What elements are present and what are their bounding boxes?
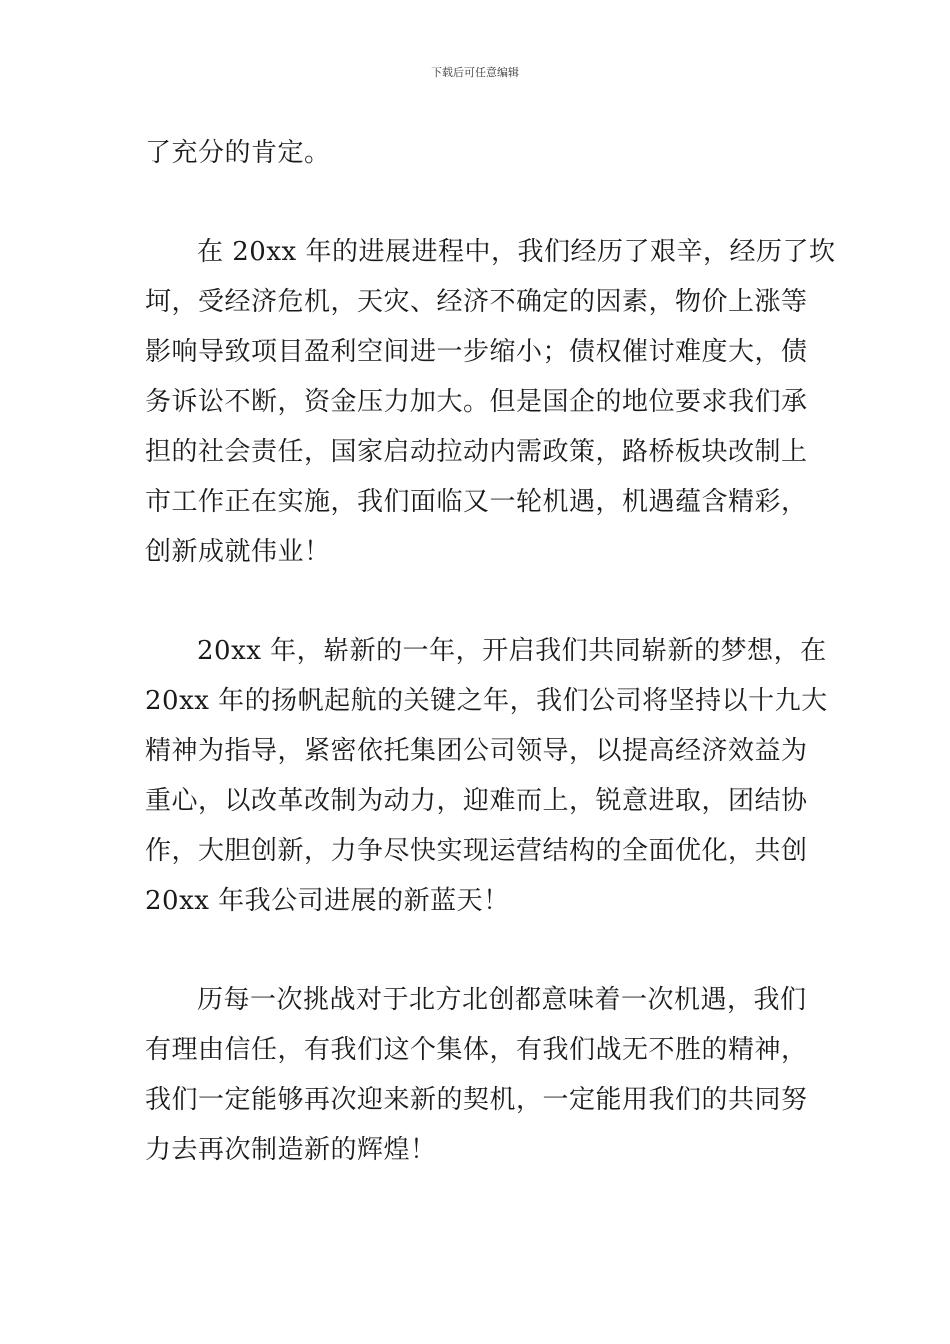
paragraph-4-line-1: 历每一次挑战对于北方北创都意味着一次机遇，我们 [197,985,807,1015]
paragraph-2 [145,227,836,577]
paragraph-3-line-2: 20xx 年的扬帆起航的关键之年，我们公司将坚持以十九大 [145,686,828,716]
paragraph-3-line-1: 20xx 年，崭新的一年，开启我们共同崭新的梦想，在 [197,636,827,666]
paragraph-2-line-3: 影响导致项目盈利空间进一步缩小；债权催讨难度大，债 [145,337,808,367]
paragraph-2-line-6: 市工作正在实施，我们面临又一轮机遇，机遇蕴含精彩， [145,487,808,517]
paragraph-3-line-5: 作，大胆创新，力争尽快实现运营结构的全面优化，共创 [145,836,808,866]
paragraph-1 [145,128,807,178]
paragraph-4 [145,975,807,1175]
page-header-note: 下载后可任意编辑 [431,66,519,79]
paragraph-4-line-3: 我们一定能够再次迎来新的契机，一定能用我们的共同努 [145,1085,808,1115]
paragraph-3-line-4: 重心，以改革改制为动力，迎难而上，锐意进取，团结协 [145,786,808,816]
paragraph-2-line-1: 在 20xx 年的进展进程中，我们经历了艰辛，经历了坎 [197,237,836,267]
paragraph-2-line-4: 务诉讼不断，资金压力加大。但是国企的地位要求我们承 [145,387,808,417]
paragraph-2-line-5: 担的社会责任，国家启动拉动内需政策，路桥板块改制上 [145,437,808,467]
paragraph-2-line-7: 创新成就伟业！ [145,537,331,567]
paragraph-3-line-3: 精神为指导，紧密依托集团公司领导，以提高经济效益为 [145,736,808,766]
paragraph-3-line-6: 20xx 年我公司进展的新蓝天！ [145,886,510,916]
paragraph-4-line-2: 有理由信任，有我们这个集体，有我们战无不胜的精神， [145,1035,808,1065]
paragraph-gap [145,178,807,227]
document-body [145,128,836,1175]
paragraph-2-line-2: 坷，受经济危机，天灾、经济不确定的因素，物价上涨等 [145,287,808,317]
paragraph-gap [145,926,807,975]
paragraph-3 [145,626,828,926]
paragraph-1-line-1: 了充分的肯定。 [145,138,331,168]
paragraph-4-line-4: 力去再次制造新的辉煌！ [145,1135,437,1165]
paragraph-gap [145,577,807,626]
